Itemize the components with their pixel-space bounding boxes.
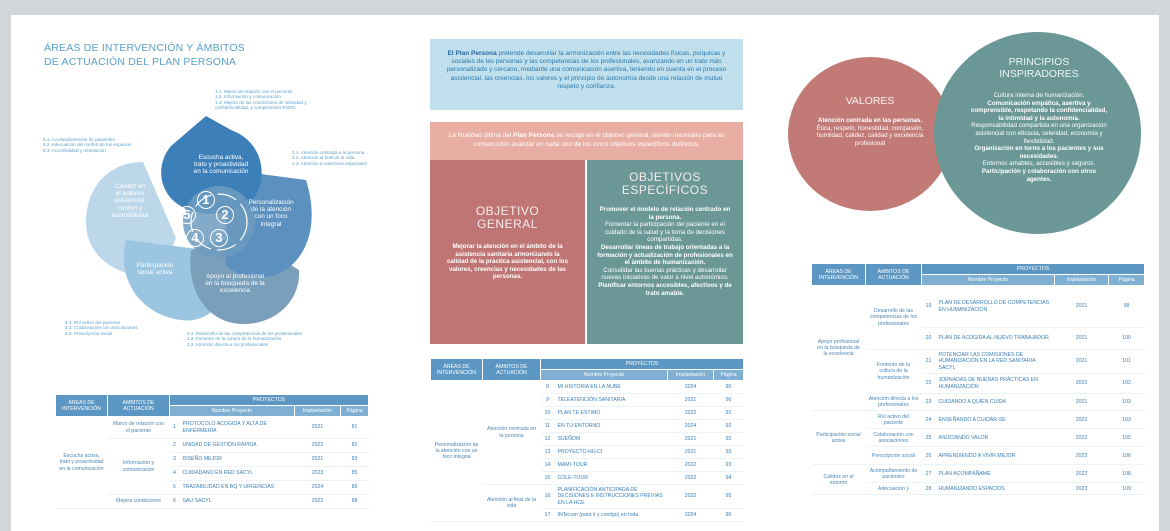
area-cell: Participación social activa: [812, 411, 866, 465]
th-implantacion: Implantación: [668, 370, 714, 381]
number-3: 3: [210, 229, 228, 247]
number-4: 4: [186, 229, 204, 247]
table-row: Atención directa a los profesionales 23 CUIDANDO A QUIÉN CUIDA 2021 103: [812, 394, 1145, 411]
ambito-cell: Marco de relación con el paciente: [108, 417, 170, 439]
objetivo-item: Fomentar la participación del paciente en el cuidado de la salud y la toma de decisiones compartidas.: [605, 221, 725, 244]
objetivos-especificos-panel: [587, 160, 743, 344]
table-row: Información y comunicación 2 UNIDAD DE GESTIÓN RÁPIDA 2022 82: [56, 439, 369, 453]
petal-label-2: Personalización de la atención con un foco integral: [248, 199, 294, 228]
ambito-cell: Mejora condiciones: [108, 495, 170, 509]
table-row: 11 EN TU ENTORNO 2024 92: [431, 420, 744, 433]
principios-content: PRINCIPIOS INSPIRADORES Cultura interna de humanización. Comunicación empática, asertiva y comprensible, respetando la confidencialidad, la intimidad y la autonomía. Responsabilidad compartida en una organización asistencial con eficacia, celeridad, economía y flexibilidad. Organización en torno a los pacientes y sus necesidades. Entornos amables, accesibles y seguros. Participación y colaboración con otros agentes.: [970, 56, 1108, 183]
th-ambitos: ÁMBITOS DE ACTUACIÓN: [108, 395, 170, 417]
ambito-cell: Información y comunicación: [108, 439, 170, 495]
objetivo-item: Desarrollar líneas de trabajo orientadas a la formación y actualización de profesionales en el ámbito de humanización.: [597, 243, 733, 267]
th-implantacion: Implantación: [1055, 275, 1109, 286]
th-nombre: Nombre Proyecto: [170, 406, 295, 417]
table-row: 12 SUEÑOM 2021 92: [431, 433, 744, 446]
objetivo-general-panel: [430, 160, 585, 344]
table-row: 22 JORNADAS DE BUENAS PRÁCTICAS EN HUMANIZACIÓN 2023 102: [812, 374, 1145, 394]
area-cell: Personalización de la atención con un foco integral: [431, 381, 483, 522]
table-row: Apoyo profesional en la búsqueda de la excelencia Desarrollo de las competencias de los profesionales 19 PLAN DE DESARROLLO DE COMPETENCIAS EN HUMANIZACIÓN 2021 98: [812, 286, 1145, 328]
ambito-cell: Colaboración con asociaciones: [866, 429, 922, 447]
objetivo-item: Promover el modelo de relación centrado en la persona.: [599, 206, 731, 221]
table-row: Colaboración con asociaciones 25 ASOCIANDO VALOR 2022 105: [812, 429, 1145, 447]
principios-title: PRINCIPIOS INSPIRADORES: [999, 56, 1079, 80]
table-row: 13 PROYECTO HU-CI 2021 93: [431, 446, 744, 459]
note-area-5: 5.1. Acompañamiento de pacientes 5.2. Adecuación del confort de los espacios 5.3. Accesibilidad y orientación: [43, 137, 132, 153]
th-pagina: Página: [714, 370, 744, 381]
petal-label-5: Calidez en el entorno asistencial, confort y accesibilidad: [111, 183, 149, 219]
th-nombre: Nombre Proyecto: [922, 275, 1055, 286]
ambito-cell: Atención directa a los profesionales: [866, 394, 922, 411]
area-cell: Escucha activa, trato y proactividad en la comunicación: [56, 417, 108, 509]
th-ambitos: ÁMBITOS DE ACTUACIÓN: [866, 264, 922, 286]
table-row: Atención al final de la vida 16 PLANIFICACIÓN ANTICIPADA DE DECISIONES E INSTRUCCIONES PREVIAS EN LA HCE 2022 95: [431, 485, 744, 509]
objetivo-general-text: Mejorar la atención en el ámbito de la asistencia sanitaria armonizando la calidad de la práctica asistencial, con los valores, creencias y necesidades de las personas.: [446, 243, 569, 281]
document-page: [11, 15, 1159, 531]
table-row: 14 MAMI-TOUR 2022 93: [431, 459, 744, 472]
note-area-4: 4.1. Rol activo del paciente 4.2. Colaboración con asociaciones 4.3. Prescripción social: [65, 320, 138, 336]
th-pagina: Página: [1109, 275, 1145, 286]
right-projects-table: [811, 263, 1145, 495]
middle-projects-table: [430, 358, 744, 522]
ambito-cell: Desarrollo de las competencias de los profesionales: [866, 286, 922, 350]
table-row: 17 INTecum (para ti y contigo) en toda 2024 96: [431, 509, 744, 522]
table-row: Escucha activa, trato y proactividad en la comunicación Marco de relación con el paciente 1 PROTOCOLO ACOGIDA Y ALTA DE ENFERMERÍA 2021 81: [56, 417, 369, 439]
table-row: 10 PLAN TE ESTIMO 2022 91: [431, 407, 744, 420]
table-row: Personalización de la atención con un foco integral Atención centrada en la persona 8 MI HISTORIA EN LA NUBE 2024 90: [431, 381, 744, 394]
ambito-cell: Prescripción social: [866, 447, 922, 465]
th-areas: ÁREAS DE INTERVENCIÓN: [812, 264, 866, 286]
table-row: 20 PLAN DE ACOGIDA AL NUEVO TRABAJADOR 2021 100: [812, 328, 1145, 350]
ambito-cell: Fomento de la cultura de la humanización: [866, 350, 922, 394]
th-areas: ÁREAS DE INTERVENCIÓN: [431, 359, 483, 381]
area-cell: Apoyo profesional en la búsqueda de la excelencia: [812, 286, 866, 411]
th-areas: ÁREAS DE INTERVENCIÓN: [56, 395, 108, 417]
areas-title: ÁREAS DE INTERVENCIÓN Y ÁMBITOS DE ACTUACIÓN DEL PLAN PERSONA: [44, 42, 245, 68]
valores-title: VALORES: [845, 95, 895, 107]
table-row: 9 TELEATENCIÓN SANITARIA 2021 90: [431, 394, 744, 407]
th-proyectos: PROYECTOS: [170, 395, 369, 406]
table-row: Calidez en el entorno Acompañamiento de pacientes 27 PLAN ACOMPÁÑAME 2022 108: [812, 465, 1145, 483]
note-area-3: 3.1. Desarrollo de las competencias de los profesionales 3.2. Fomento de la cultura de la humanización 3.3. Atención directa a los profesionales: [187, 331, 303, 347]
objetivos-especificos-list: [597, 206, 733, 297]
ambito-cell: Adecuación y: [866, 483, 922, 495]
ambito-cell: Rol activo del paciente: [866, 411, 922, 429]
note-area-1: 1.1. Marco de relación con el paciente 1.2. Información y comunicación 1.3. Mejora de las condiciones de intimidad y confidencialidad, y cumplimiento RGPD: [215, 89, 307, 111]
number-5: 5: [178, 206, 196, 224]
th-nombre: Nombre Proyecto: [541, 370, 668, 381]
table-row: Prescripción social 26 APRENDIENDO A VIVIR MEJOR 2023 106: [812, 447, 1145, 465]
number-2: 2: [216, 206, 234, 224]
table-row: Fomento de la cultura de la humanización 21 POTENCIAR LAS COMISIONES DE HUMANIZACIÓN EN LA RED SANITARIA SACYL 2021 101: [812, 350, 1145, 374]
petal-label-1: Escucha activa, trato y proactividad en la comunicación: [193, 154, 249, 176]
table-row: 4 CUIDADANO EN RED SACYL 2023 85: [56, 467, 369, 481]
objetivos-especificos-title: OBJETIVOS ESPECÍFICOS: [621, 170, 709, 197]
petal-label-4: Participación social activa: [136, 262, 174, 277]
plan-persona-intro: El Plan Persona pretende desarrollar la armonización entre las necesidades físicas, psíquicas y sociales de las personas y las competencias de los profesionales, avanzando en un trato más personalizado y cercano, mediante una comunicación asertiva, teniendo en cuenta en el proceso asistencial, las creencias, los valores y el principio de autonomía desde una relación de mutuo respeto y confianza.: [430, 39, 743, 110]
table-row: 3 DISEÑO MEJOR 2021 83: [56, 453, 369, 467]
left-projects-table: [55, 394, 369, 509]
table-row: 5 TRAZABILIDAD EN BQ Y URGENCIAS 2024 86: [56, 481, 369, 495]
table-row: Participación social activa Rol activo del paciente 24 ENSEÑANDO A CUIDAR-SE 2023 103: [812, 411, 1145, 429]
area-cell: Calidez en el entorno: [812, 465, 866, 495]
valores-content: VALORES Atención centrada en las personas. Ética, respeto, honestidad, compasión, humildad, calidez, calidad y excelencia profesional: [808, 95, 932, 147]
ambito-cell: Atención centrada en la persona: [483, 381, 541, 485]
table-row: Mejora condiciones 6 SAU SACYL 2022 88: [56, 495, 369, 509]
th-implantacion: Implantación: [295, 406, 341, 417]
objetivo-item: Planificar entornos accesibles, afectivos y de trato amable.: [598, 281, 732, 297]
ambito-cell: Atención al final de la vida: [483, 485, 541, 522]
table-row: Adecuación y 28 HUMANIZANDO ESPACIOS 2023 109: [812, 483, 1145, 495]
th-pagina: Página: [341, 406, 369, 417]
number-1: 1: [197, 191, 215, 209]
objetivo-item: Consolidar las buenas prácticas y desarrollar nuevas iniciativas de valor a nivel autonómico.: [601, 266, 729, 282]
petal-label-3: Apoyo al profesional en la búsqueda de la excelencia: [205, 273, 265, 295]
table-row: 15 COLE-TOUR 2022 94: [431, 472, 744, 485]
th-ambitos: ÁMBITOS DE ACTUACIÓN: [483, 359, 541, 381]
ambito-cell: Acompañamiento de pacientes: [866, 465, 922, 483]
note-area-2: 2.1. Atención centrada a la persona 2.2. Atención al final de la vida 2.3. Atención a colectivos especiales: [292, 150, 367, 166]
th-proyectos: PROYECTOS: [922, 264, 1145, 275]
finalidad-banner: La finalidad última del Plan Persona se recoge en el objetivo general, siendo necesario para su consecución avanzar en cada uno de los cinco objetivos específicos definidos.: [430, 122, 743, 160]
objetivo-general-title: OBJETIVO GENERAL: [475, 204, 540, 231]
th-proyectos: PROYECTOS: [541, 359, 744, 370]
